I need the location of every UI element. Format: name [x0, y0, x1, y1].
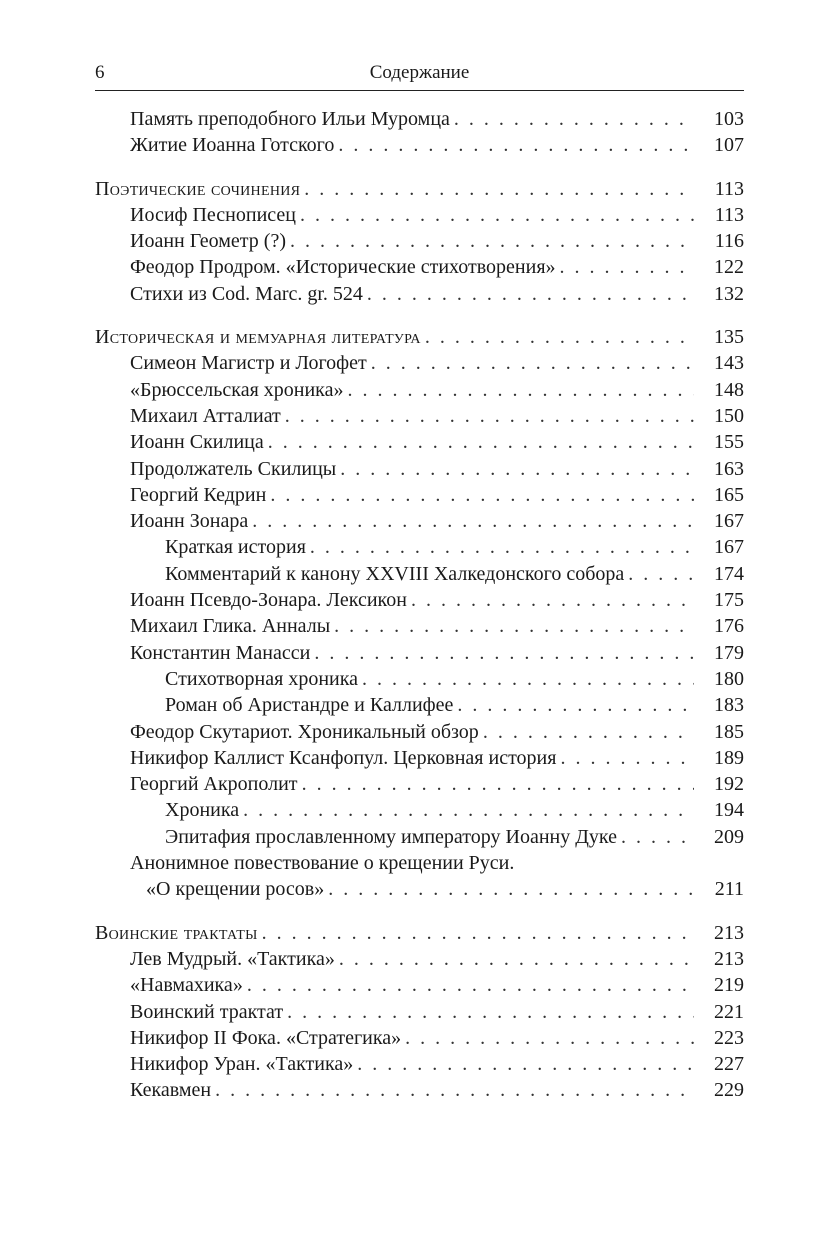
dot-leader	[243, 797, 694, 823]
dot-leader	[367, 281, 694, 307]
toc-entry-title: Воинский трактат	[130, 1000, 284, 1023]
toc-entry-page: 155	[714, 431, 744, 454]
toc-section-title: Поэтические сочинения	[95, 177, 301, 200]
dot-leader	[621, 824, 694, 850]
toc-entry-title: Георгий Акрополит	[130, 773, 298, 796]
toc-entry-page: 103	[714, 108, 744, 130]
toc-entry-title-line1[interactable]: Анонимное повествование о крещении Руси.	[130, 852, 515, 875]
dot-leader	[347, 377, 694, 403]
toc-entry[interactable]	[95, 771, 744, 797]
dot-leader	[328, 876, 694, 902]
toc-subentry[interactable]	[95, 561, 744, 587]
dot-leader	[457, 692, 694, 718]
toc-entry-page: 132	[714, 282, 744, 305]
toc-entry-title: Никифор Уран. «Тактика»	[130, 1053, 354, 1076]
dot-leader	[314, 640, 694, 666]
toc-entry[interactable]	[95, 640, 744, 666]
toc-entry-title: Кекавмен	[130, 1079, 212, 1102]
toc-entry-page: 213	[714, 921, 744, 944]
dot-leader	[560, 254, 694, 280]
dot-leader	[268, 429, 694, 455]
toc-entry-page: 183	[714, 694, 744, 717]
dot-leader	[262, 920, 694, 946]
toc-entry-title: Никифор II Фока. «Стратегика»	[130, 1026, 402, 1049]
toc-section-poetry[interactable]	[95, 176, 744, 202]
toc-entry[interactable]	[95, 946, 744, 972]
toc-entry-page: 179	[714, 641, 744, 664]
toc-entry-title: Феодор Скутариот. Хроникальный обзор	[130, 720, 479, 743]
dot-leader	[215, 1077, 694, 1103]
toc-subentry[interactable]	[95, 797, 744, 823]
toc-entry-page: 223	[714, 1026, 744, 1049]
toc-subentry[interactable]	[95, 692, 744, 718]
toc-entry-title: Комментарий к канону XXVIII Халкедонского собора	[165, 562, 625, 585]
toc-entry-page: 219	[714, 974, 744, 997]
toc-entry[interactable]	[95, 1051, 744, 1077]
toc-subentry[interactable]	[95, 534, 744, 560]
toc-entry-title: Михаил Атталиат	[130, 404, 281, 427]
toc-entry[interactable]	[95, 587, 744, 613]
toc-entry-title: Иоанн Зонара	[130, 510, 249, 533]
toc-entry-title: Феодор Продром. «Исторические стихотворения»	[130, 256, 556, 279]
toc-section-history[interactable]	[95, 324, 744, 350]
toc-entry[interactable]	[95, 876, 744, 902]
toc-subentry[interactable]	[95, 666, 744, 692]
toc-entry-title: Житие Иоанна Готского	[130, 134, 335, 157]
toc-entry-page: 113	[714, 177, 744, 200]
toc-entry-title: Лев Мудрый. «Тактика»	[130, 947, 335, 970]
toc-entry-page: 175	[714, 589, 744, 612]
dot-leader	[483, 719, 694, 745]
toc-entry[interactable]	[95, 429, 744, 455]
toc-entry-page: 174	[714, 562, 744, 585]
toc-entry-title: Симеон Магистр и Логофет	[130, 352, 367, 375]
toc-entry[interactable]	[95, 281, 744, 307]
toc-entry[interactable]	[95, 254, 744, 280]
dot-leader	[338, 132, 694, 158]
dot-leader	[339, 946, 694, 972]
toc-entry[interactable]	[95, 972, 744, 998]
dot-leader	[290, 228, 694, 254]
dot-leader	[287, 999, 694, 1025]
toc-entry-title: «Навмахика»	[130, 974, 243, 997]
page-number: 6	[95, 62, 105, 83]
toc-entry-page: 143	[714, 352, 744, 375]
toc-entry[interactable]	[95, 456, 744, 482]
toc-entry-title: Иоанн Псевдо-Зонара. Лексикон	[130, 589, 407, 612]
toc-section-title: Воинские трактаты	[95, 921, 258, 944]
toc-entry-title: Михаил Глика. Анналы	[130, 615, 331, 638]
dot-leader	[252, 508, 694, 534]
toc-entry[interactable]	[95, 613, 744, 639]
toc-entry-page: 185	[714, 720, 744, 743]
toc-entry[interactable]	[95, 999, 744, 1025]
toc-entry-title: Георгий Кедрин	[130, 483, 267, 506]
toc-entry-title: Продолжатель Скилицы	[130, 457, 337, 480]
toc-entry-page: 180	[714, 667, 744, 690]
toc-entry-title: Иосиф Песнописец	[130, 203, 296, 226]
toc-entry-title: Краткая история	[165, 536, 306, 559]
dot-leader	[310, 534, 694, 560]
toc-entry[interactable]	[95, 403, 744, 429]
toc-entry-page: 165	[714, 483, 744, 506]
table-of-contents	[95, 106, 744, 1104]
toc-entry-title: Стихи из Cod. Marc. gr. 524	[130, 282, 363, 305]
toc-entry-page: 167	[714, 536, 744, 559]
dot-leader	[285, 403, 694, 429]
toc-entry[interactable]	[95, 350, 744, 376]
running-title: Содержание	[369, 62, 470, 83]
toc-entry[interactable]	[95, 482, 744, 508]
dot-leader	[454, 106, 694, 132]
dot-leader	[405, 1025, 694, 1051]
toc-entry-page: 189	[714, 746, 744, 769]
toc-entry[interactable]	[95, 377, 744, 403]
toc-entry-page: 229	[714, 1079, 744, 1102]
toc-entry-title: Память преподобного Ильи Муромца	[130, 108, 450, 130]
toc-entry[interactable]	[95, 228, 744, 254]
dot-leader	[628, 561, 694, 587]
toc-entry-page: 213	[714, 947, 744, 970]
toc-entry-title: «Брюссельская хроника»	[130, 378, 344, 401]
toc-entry-page: 113	[714, 203, 744, 226]
toc-entry[interactable]	[95, 508, 744, 534]
toc-entry-page: 221	[714, 1000, 744, 1023]
toc-entry[interactable]	[95, 1025, 744, 1051]
toc-entry-title: Стихотворная хроника	[165, 667, 359, 690]
toc-entry-page: 116	[714, 230, 744, 253]
toc-entry-page: 150	[714, 404, 744, 427]
toc-section-military[interactable]	[95, 920, 744, 946]
dot-leader	[560, 745, 694, 771]
toc-entry[interactable]	[95, 745, 744, 771]
toc-entry-page: 194	[714, 799, 744, 822]
dot-leader	[340, 456, 694, 482]
dot-leader	[362, 666, 694, 692]
dot-leader	[334, 613, 694, 639]
toc-entry[interactable]	[95, 1077, 744, 1103]
toc-entry[interactable]	[95, 132, 744, 158]
dot-leader	[425, 324, 694, 350]
dot-leader	[357, 1051, 694, 1077]
toc-entry-title: Роман об Аристандре и Каллифее	[165, 694, 454, 717]
toc-entry-page: 135	[714, 326, 744, 349]
toc-entry-page: 211	[714, 878, 744, 901]
toc-entry-page: 148	[714, 378, 744, 401]
toc-entry-title: Иоанн Скилица	[130, 431, 264, 454]
toc-entry-page: 227	[714, 1053, 744, 1076]
toc-entry-page: 107	[714, 134, 744, 157]
dot-leader	[304, 176, 694, 202]
toc-entry[interactable]	[95, 106, 744, 132]
dot-leader	[300, 202, 694, 228]
dot-leader	[302, 771, 694, 797]
toc-entry-title: Хроника	[165, 799, 240, 822]
dot-leader	[247, 972, 694, 998]
dot-leader	[371, 350, 694, 376]
toc-section-title: Историческая и мемуарная литература	[95, 326, 421, 349]
toc-entry-title: Никифор Каллист Ксанфопул. Церковная история	[130, 746, 557, 769]
toc-entry-title: Эпитафия прославленному императору Иоанну Дуке	[165, 825, 617, 848]
toc-entry-title: «О крещении росов»	[146, 878, 325, 901]
toc-entry-page: 176	[714, 615, 744, 638]
toc-entry-page: 192	[714, 773, 744, 796]
toc-entry[interactable]	[95, 202, 744, 228]
dot-leader	[411, 587, 694, 613]
toc-entry-title: Иоанн Геометр (?)	[130, 230, 286, 253]
toc-subentry[interactable]	[95, 824, 744, 850]
toc-entry-page: 167	[714, 510, 744, 533]
toc-entry-page: 163	[714, 457, 744, 480]
toc-entry-page: 209	[714, 825, 744, 848]
toc-entry-page: 122	[714, 256, 744, 279]
page-header	[95, 60, 744, 91]
dot-leader	[270, 482, 694, 508]
toc-entry[interactable]	[95, 719, 744, 745]
toc-entry-title: Константин Манасси	[130, 641, 311, 664]
